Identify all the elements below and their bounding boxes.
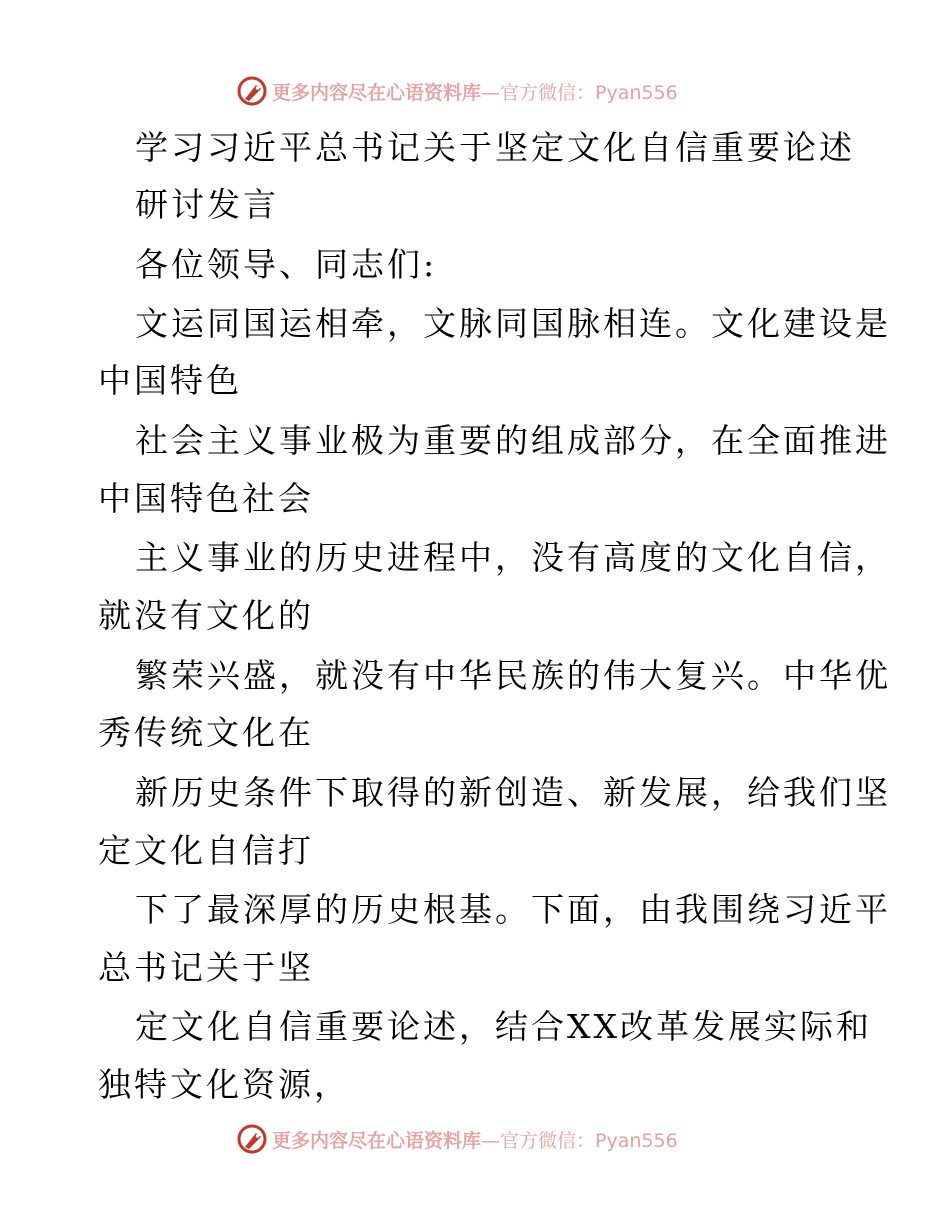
doc-title-line-1: 学习习近平总书记关于坚定文化自信重要论述 — [135, 128, 855, 167]
pen-nib-logo-icon — [236, 75, 268, 107]
paragraph-line: 定文化自信重要论述，结合XX改革发展实际和 — [135, 1007, 872, 1046]
paragraph-line: 下了最深厚的历史根基。下面，由我围绕习近平 — [135, 890, 891, 929]
paragraph-line: 文运同国运相牵，文脉同国脉相连。文化建设是 — [135, 304, 891, 343]
salutation: 各位领导、同志们: — [135, 245, 438, 284]
paragraph-line: 主义事业的历史进程中，没有高度的文化自信， — [135, 538, 891, 577]
banner-main-text: 更多内容尽在心语资料库 — [272, 81, 482, 104]
paragraph-line: 繁荣兴盛，就没有中华民族的伟大复兴。中华优 — [135, 656, 891, 695]
paragraph-line: 中国特色 — [98, 361, 242, 400]
header-watermark-banner — [236, 74, 678, 108]
paragraph-line: 总书记关于坚 — [98, 948, 314, 987]
paragraph-line: 独特文化资源， — [98, 1065, 350, 1104]
banner-sub-text: —官方微信：Pyan556 — [481, 81, 678, 104]
paragraph-line: 社会主义事业极为重要的组成部分，在全面推进 — [135, 421, 891, 460]
banner-main-text: 更多内容尽在心语资料库 — [272, 1129, 482, 1152]
paragraph-line: 秀传统文化在 — [98, 713, 314, 752]
paragraph-line: 就没有文化的 — [98, 596, 314, 635]
paragraph-line: 中国特色社会 — [98, 479, 314, 518]
paragraph-line: 新历史条件下取得的新创造、新发展，给我们坚 — [135, 773, 891, 812]
banner-sub-text: —官方微信：Pyan556 — [481, 1129, 678, 1152]
doc-title-line-2: 研讨发言 — [135, 185, 279, 224]
pen-nib-logo-icon — [236, 1123, 268, 1155]
paragraph-line: 定文化自信打 — [98, 831, 314, 870]
footer-watermark-banner — [236, 1122, 678, 1156]
